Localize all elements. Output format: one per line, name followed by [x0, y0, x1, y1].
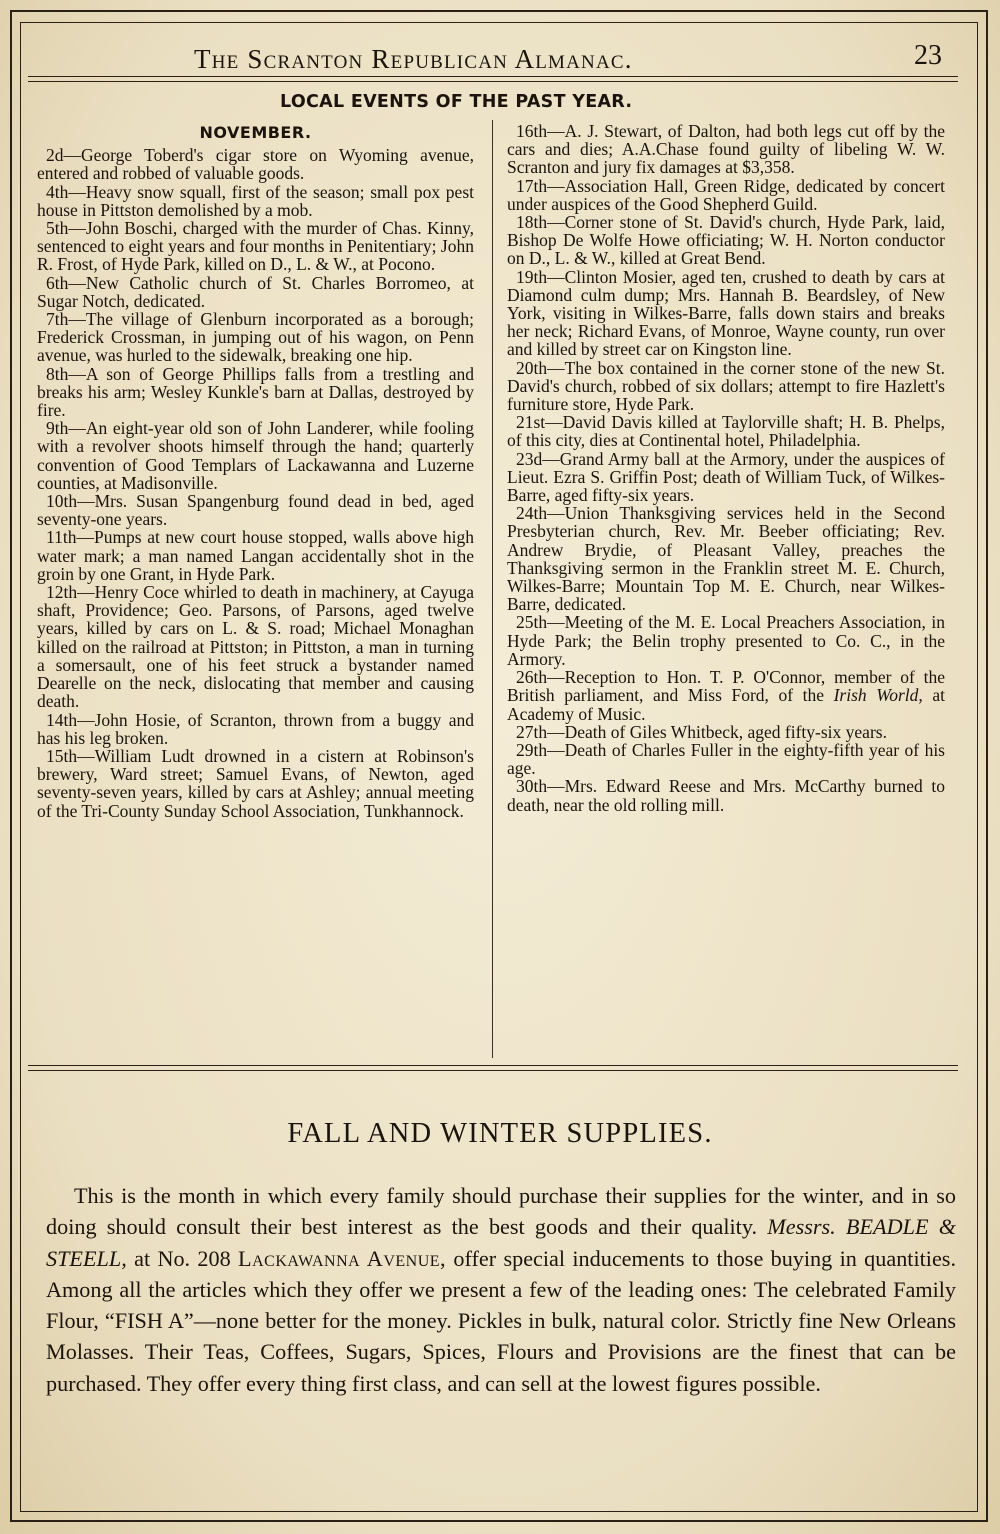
ad-text: offer special inducements to those buying in quantities. Among all the articles which they offer we present a few of the leading ones: The celebrated Family Flour, “FISH A”—none better for the money. Pickles in bulk, natural color. Strictly fine New Orleans Molasses. Their Teas, Coffees, Sugars, Spices, Flours and Provisions are the finest that can be purchased. They offer every thing first class, and can sell at the lowest figures possible.	[46, 1245, 956, 1396]
ad-text: This is the month in which every family should purchase their supplies for the winter, and in so doing should consult their best interest as the best goods and their quality.	[46, 1183, 956, 1240]
advertisement-title: FALL AND WINTER SUPPLIES.	[287, 1118, 713, 1149]
event-entry: 10th—Mrs. Susan Spangenburg found dead in bed, aged seventy-one years.	[37, 491, 474, 530]
event-entry: 11th—Pumps at new court house stopped, walls above high water mark; a man named Langan accidentally shot in the groin by one Grant, in Hyde Park.	[37, 527, 474, 584]
event-entry: 14th—John Hosie, of Scranton, thrown from a buggy and has his leg broken.	[37, 709, 474, 748]
right-column	[507, 122, 945, 814]
event-entry: 19th—Clinton Mosier, aged ten, crushed to death by cars at Diamond culm dump; Mrs. Hannah B. Beardsley, of New York, visiting in Wilkes-Barre, falls down stairs and breaks her neck; Richard Evans, of Monroe, Wayne county, run over and killed by street car on Kingston line.	[507, 266, 945, 360]
event-entry: 25th—Meeting of the M. E. Local Preachers Association, in Hyde Park; the Belin trophy presented to Co. C., in the Armory.	[507, 612, 945, 669]
event-entry: 20th—The box contained in the corner stone of the new St. David's church, robbed of six dollars; attempt to fire Hazlett's furniture store, Hyde Park.	[507, 357, 945, 415]
event-text-end: at Academy of Music.	[507, 685, 945, 724]
street-name: Lackawanna Avenue,	[238, 1245, 447, 1271]
section-rule	[28, 1065, 958, 1071]
ad-text: at No. 208	[126, 1245, 239, 1271]
event-entry: 27th—Death of Giles Whitbeck, aged fifty-six years.	[516, 721, 887, 742]
running-title: The Scranton Republican Almanac.	[194, 44, 633, 74]
event-entry: 24th—Union Thanksgiving services held in the Second Presbyterian church, Rev. Mr. Beeber officiating; Rev. Andrew Brydie, of Pleasant Valley, preaches the Thanksgiving sermon in the Franklin street M. E. Church, Wilkes-Barre; Mountain Top M. E. Church, near Wilkes-Barre, dedicated.	[507, 503, 945, 615]
left-column	[37, 122, 474, 820]
event-entry: 7th—The village of Glenburn incorporated as a borough; Frederick Crossman, in jumping out of his wagon, on Penn avenue, was hurled to the sidewalk, breaking one hip.	[37, 309, 474, 366]
event-entry: 29th—Death of Charles Fuller in the eighty-fifth year of his age.	[507, 739, 945, 779]
header-rule	[28, 76, 958, 82]
event-entry: 16th—A. J. Stewart, of Dalton, had both legs cut off by the cars and dies; A.A.Chase found guilty of libeling W. W. Scranton and jury fix damages at $3,358.	[507, 121, 945, 178]
advertisement-body	[46, 1180, 956, 1399]
event-entry: 15th—William Ludt drowned in a cistern at Robinson's brewery, Ward street; Samuel Evans, of Newton, aged seventy-seven years, killed by cars at Ashley; annual meeting of the Tri-County Sunday School Association, Tunkhannock.	[37, 745, 474, 821]
event-entry: 12th—Henry Coce whirled to death in machinery, at Cayuga shaft, Providence; Geo. Parsons, of Parsons, aged twelve years, killed by cars on L. & S. road; Michael Monaghan killed on the railroad at Pittston; in Pittston, a man in turning a somersault, one of his feet struck a bystander named Dearelle on the neck, dislocating that member and causing death.	[37, 582, 474, 712]
event-entry: 18th—Corner stone of St. David's church, Hyde Park, laid, Bishop De Wolfe Howe officiating; W. H. Norton conductor on D., L. & W., killed at Great Bend.	[507, 212, 945, 269]
firm-name: Messrs. BEADLE & STEELL,	[46, 1214, 956, 1271]
month-heading: NOVEMBER.	[199, 123, 312, 142]
event-entry: 21st—David Davis killed at Taylorville shaft; H. B. Phelps, of this city, dies at Continental hotel, Philadelphia.	[507, 412, 945, 451]
page-header	[34, 40, 946, 76]
page-number: 23	[914, 40, 942, 71]
event-entry: 30th—Mrs. Edward Reese and Mrs. McCarthy burned to death, near the old rolling mill.	[507, 776, 945, 815]
event-entry: 6th—New Catholic church of St. Charles Borromeo, at Sugar Notch, dedicated.	[37, 272, 474, 311]
event-entry: 17th—Association Hall, Green Ridge, dedicated by concert under auspices of the Good Shepherd Guild.	[507, 175, 945, 214]
event-text: 26th—Reception to Hon. T. P. O'Connor, member of the British parliament, and Miss Ford, of the	[507, 667, 945, 706]
event-entry: 4th—Heavy snow squall, first of the season; small pox pest house in Pittston demolished by a mob.	[37, 181, 474, 220]
event-entry	[507, 668, 945, 723]
event-entry: 5th—John Boschi, charged with the murder of Chas. Kinny, sentenced to eight years and four months in Penitentiary; John R. Frost, of Hyde Park, killed on D., L. & W., at Pocono.	[37, 218, 474, 275]
newspaper-name: Irish World,	[833, 685, 923, 706]
event-entry: 2d—George Toberd's cigar store on Wyoming avenue, entered and robbed of valuable goods.	[37, 145, 474, 184]
event-entry: 23d—Grand Army ball at the Armory, under the auspices of Lieut. Ezra S. Griffin Post; death of William Tuck, of Wilkes-Barre, aged fifty-six years.	[507, 448, 945, 506]
event-entry: 9th—An eight-year old son of John Landerer, while fooling with a revolver shoots himself through the hand; quarterly convention of Good Templars of Lackawanna and Luzerne counties, at Madisonville.	[37, 418, 474, 493]
column-divider	[492, 120, 493, 1058]
event-entry: 8th—A son of George Phillips falls from a trestling and breaks his arm; Wesley Kunkle's barn at Dallas, destroyed by fire.	[37, 363, 474, 421]
section-title: LOCAL EVENTS OF THE PAST YEAR.	[280, 92, 633, 112]
